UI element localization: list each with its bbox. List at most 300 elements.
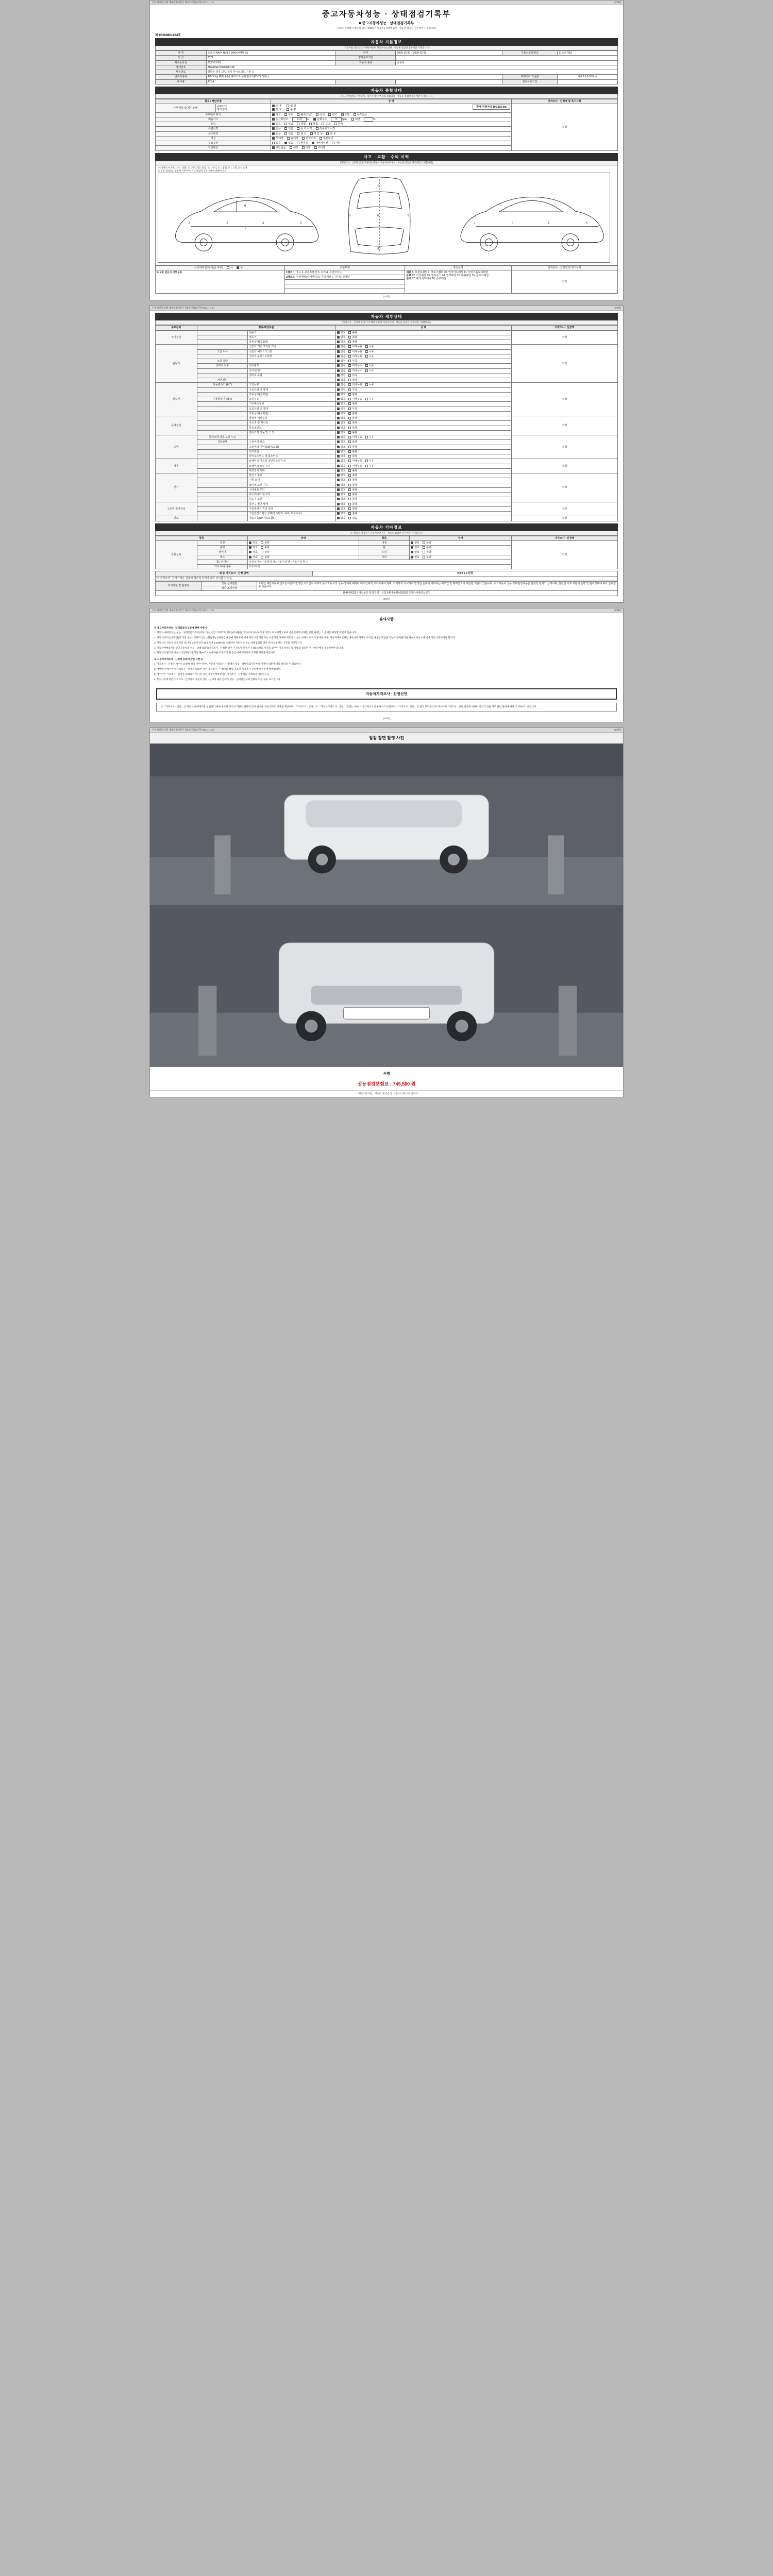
sheet-3 xyxy=(149,608,624,722)
checkbox-유[interactable] xyxy=(227,266,229,269)
table-row: 배출가스 일산화탄소 0.07 % 탄화수소 5 ppm 매연 % xyxy=(156,117,618,122)
detail-opts-1-3: 적정 부족 xyxy=(335,359,511,364)
basic-info-table xyxy=(155,50,618,84)
statement-body: 조회한 해당자동차 인도일이전에 발생한 사고인지 여부와 중고자동차의 성능·상태에 대하여 매수인에게 고지하여야 하며, 고지하지 아니하여 발생한 손해에 대하여는 매도인 및 매매업자가 배상할 책임이 있습니다. 중고자동차 성능·상태점검내용은 점검일 현재의 상태이며, 점검일 이후 차량의 운행 및 관리상태에 따라 달라질 수 있습니다. xyxy=(257,581,618,591)
basic-label-0: 차 명 xyxy=(156,51,207,56)
other-opts2-3: 양호 불량 xyxy=(410,555,511,560)
checkbox-양호[interactable] xyxy=(337,493,340,496)
table-row xyxy=(156,591,618,596)
checkbox-양호[interactable] xyxy=(337,341,340,343)
checkbox-불량[interactable] xyxy=(348,421,351,424)
checkbox-불량[interactable] xyxy=(348,479,351,481)
topbar-left-text-4: 자동차종합상태 대용증명 (별지 제3호서식) (개정 2021.1.15.) xyxy=(152,728,215,731)
table-row xyxy=(156,416,618,421)
detail-name-2-2: 작동상태(공회전) xyxy=(248,392,335,397)
detail-note-7: 적정 xyxy=(511,502,617,516)
checkbox-양호[interactable] xyxy=(337,421,340,424)
detail-name-3-0: 클러치 어셈블리 xyxy=(248,416,335,421)
checkbox-없음[interactable] xyxy=(272,142,275,144)
checkbox-양호[interactable] xyxy=(411,541,413,544)
checkbox-있음[interactable] xyxy=(284,142,287,144)
overall-name-8: 리콜대상 xyxy=(156,146,271,150)
detail-part-4-0: 동력조향 작동 오일 누유 xyxy=(197,435,248,440)
checkbox-불법[interactable] xyxy=(309,123,312,125)
svg-text:5: 5 xyxy=(585,222,587,225)
checkbox-없음[interactable] xyxy=(337,369,340,372)
other-opts-1: 양호 불량 xyxy=(248,546,359,550)
checkbox-없음[interactable] xyxy=(337,465,340,467)
other-band: 자동차 기타정보 xyxy=(155,523,618,531)
table-row xyxy=(156,60,618,65)
page-title-note: (자동차관리법 시행규칙 별지 제82호서식) (자동차매매업자 - 성능상 점검자 경우에만 기재합니다) xyxy=(337,27,436,29)
checkbox-부족[interactable] xyxy=(348,374,351,377)
detail-part-1-1: 오일 누유 xyxy=(197,349,248,354)
sheet-4 xyxy=(149,727,624,1097)
checkbox-유채색[interactable] xyxy=(287,137,290,140)
checkbox-불량[interactable] xyxy=(348,503,351,505)
checkbox-미세누유[interactable] xyxy=(348,436,351,438)
frame-cell xyxy=(405,270,511,294)
checkbox-특수사고이력[interactable] xyxy=(316,127,318,130)
other-group: 사용상태 xyxy=(156,540,197,569)
other-head-0b: 항목 xyxy=(359,536,410,540)
checkbox-해당[interactable] xyxy=(290,146,292,149)
overall-name-5: 용도변경 xyxy=(156,131,271,136)
checkbox-양호[interactable] xyxy=(337,379,340,381)
table-row: 사고여부 (외판/판금 부위) 유 무 외판부위 주요골격 가격조사 · 산정액 및 특기사항 xyxy=(156,265,618,270)
basic-value-5: A/T(자동) M/T(수동) 세미오토 무단변속기(CVT) 기타( ) xyxy=(206,75,502,79)
checkbox-부족[interactable] xyxy=(348,388,351,391)
rank-row-0 xyxy=(285,270,405,275)
checkbox-미세누유[interactable] xyxy=(348,465,351,467)
checkbox-불량[interactable] xyxy=(348,446,351,448)
checkbox-있음[interactable] xyxy=(284,123,287,125)
checkbox-미세누유[interactable] xyxy=(348,460,351,462)
checkbox-불량[interactable] xyxy=(348,469,351,472)
detail-part-6-2 xyxy=(197,483,248,487)
checkbox-양호[interactable] xyxy=(337,336,340,338)
checkbox-타각없음[interactable] xyxy=(354,113,356,116)
detail-opts-1-7: 양호 불량 xyxy=(335,378,511,383)
checkbox-양호[interactable] xyxy=(249,551,251,553)
checkbox-양호[interactable] xyxy=(337,488,340,491)
detail-name-2-6: 작동상태(공회전) xyxy=(248,411,335,416)
checkbox-훼손[interactable] xyxy=(297,113,299,116)
detail-opts-1-2: 없음 미세누유 누유 xyxy=(335,354,511,359)
checkbox-양호[interactable] xyxy=(337,498,340,500)
checkbox-무[interactable] xyxy=(237,266,239,269)
detail-opts-3-2: 양호 불량 xyxy=(335,426,511,430)
checkbox-불량[interactable] xyxy=(348,450,351,453)
detail-opts-6-3: 양호 불량 xyxy=(335,487,511,492)
checkbox-도말[interactable] xyxy=(341,113,344,116)
rank-1-label: 2랭크 xyxy=(286,276,293,279)
checkbox-불량[interactable] xyxy=(348,393,351,396)
other-name-0: 외장 xyxy=(197,540,248,545)
checkbox-양호[interactable] xyxy=(337,484,340,486)
checkbox-양호[interactable] xyxy=(337,417,340,419)
notice-block xyxy=(150,613,623,685)
checkbox-불량[interactable] xyxy=(423,556,425,558)
detail-part-2-6 xyxy=(197,411,248,416)
checkbox-없음[interactable] xyxy=(337,364,340,367)
checkbox-누유[interactable] xyxy=(365,465,368,467)
detail-part-1-4: 냉각수 누수 xyxy=(197,364,248,368)
checkbox-양호[interactable] xyxy=(337,455,340,457)
other-head-0: 항목 xyxy=(156,536,248,540)
checkbox-미세누유[interactable] xyxy=(348,355,351,358)
checkbox-불량[interactable] xyxy=(261,556,263,558)
checkbox-이행[interactable] xyxy=(302,146,305,149)
checkbox-양호[interactable] xyxy=(337,440,340,443)
detail-name-6-4: 라디에이터 팬 모터 xyxy=(248,493,335,497)
table-row xyxy=(156,383,618,387)
checkbox-불량[interactable] xyxy=(348,379,351,381)
svg-text:3: 3 xyxy=(512,222,514,225)
detail-part-4-2 xyxy=(197,445,248,449)
checkbox-미세누유[interactable] xyxy=(348,383,351,386)
checkbox-불량[interactable] xyxy=(348,336,351,338)
checkbox-없음[interactable] xyxy=(272,123,275,125)
checkbox-없음[interactable] xyxy=(337,383,340,386)
checkbox-있음[interactable] xyxy=(348,517,351,519)
checkbox-없음[interactable] xyxy=(272,127,275,130)
checkbox-수리이력[interactable] xyxy=(297,127,299,130)
checkbox-불량[interactable] xyxy=(348,440,351,443)
table-row xyxy=(156,330,618,335)
checkbox-누유[interactable] xyxy=(365,345,368,348)
checkbox-해당없음[interactable] xyxy=(272,146,275,149)
checkbox-양호[interactable] xyxy=(337,331,340,334)
detail-name-0-2: 작동상태(공회전) xyxy=(248,340,335,345)
other-head-1: 상태 xyxy=(248,536,359,540)
final-price-table xyxy=(155,571,618,581)
checkbox-불량[interactable] xyxy=(348,427,351,429)
checkbox-불량[interactable] xyxy=(348,507,351,510)
detail-name-3-3: 변속기쪽 작동 및 오 일 xyxy=(248,430,335,435)
statement-row-1-label: 검사·조사산정 xyxy=(201,586,257,591)
other-opts2-0: 양호 불량 xyxy=(410,540,511,545)
detail-name-4-2: 스티어링 기어(MDPS포함) xyxy=(248,445,335,449)
detail-head-1: 항목/해당부품 xyxy=(197,326,335,330)
detail-opts-1-0: 없음 미세누유 누유 xyxy=(335,345,511,349)
topbar-right-text-2: (2/4쪽) xyxy=(614,307,621,310)
detail-part-6-3 xyxy=(197,487,248,492)
checkbox-불량[interactable] xyxy=(348,474,351,477)
sheet-4-topbar xyxy=(150,728,623,733)
accident-note-label: 가격조사 · 산정액 및 특기사항 xyxy=(511,265,617,270)
detail-opts-1-6: 적정 부족 xyxy=(335,373,511,378)
svg-text:6: 6 xyxy=(377,214,379,217)
checkbox-없음[interactable] xyxy=(337,398,340,400)
checkbox-미세누유[interactable] xyxy=(348,350,351,353)
checkbox-없음[interactable] xyxy=(337,436,340,438)
detail-group-5: 제동 xyxy=(156,459,197,473)
checkbox-양호[interactable] xyxy=(337,446,340,448)
detail-opts-6-4: 양호 불량 xyxy=(335,493,511,497)
checkbox-양호[interactable] xyxy=(337,474,340,477)
detail-part-4-4 xyxy=(197,454,248,459)
checkbox-미세누수[interactable] xyxy=(348,369,351,372)
frame-3-parts: 12. 리어패널 13. 휠하우스 14. 필러패널 15. 대쉬패널 16. 플로어패널 xyxy=(412,274,489,277)
checkbox-양호[interactable] xyxy=(411,556,413,558)
checkbox-적법[interactable] xyxy=(297,123,299,125)
checkbox-구조[interactable] xyxy=(322,123,324,125)
checkbox-누유[interactable] xyxy=(365,355,368,358)
svg-text:3: 3 xyxy=(262,222,264,225)
checkbox-부족[interactable] xyxy=(348,408,351,410)
checkbox-상이[interactable] xyxy=(316,113,318,116)
basic-label-4: 사용연료 xyxy=(156,70,207,75)
notice-sub-1: ※ 중고자동차성능 · 상태점검의 보증에 관한 사항 등 xyxy=(154,626,208,629)
checkbox-불량[interactable] xyxy=(348,331,351,334)
sheet-1-topbar xyxy=(150,1,623,5)
checkbox-부족[interactable] xyxy=(348,360,351,362)
checkbox-영업용[interactable] xyxy=(310,132,313,135)
checkbox-양호[interactable] xyxy=(249,541,251,544)
checkbox-양호[interactable] xyxy=(411,551,413,553)
svg-text:2: 2 xyxy=(473,222,476,225)
checkbox-미세누유[interactable] xyxy=(348,345,351,348)
basic-label-1: 연 식 xyxy=(156,56,207,60)
detail-part-5-2 xyxy=(197,468,248,473)
detail-name-6-0: 발전기 출력 xyxy=(248,473,335,478)
detail-name-1-2: 실린더 블록 / 오일팬 xyxy=(248,354,335,359)
checkbox-누수[interactable] xyxy=(365,364,368,367)
checkbox-미세누유[interactable] xyxy=(348,398,351,400)
checkbox-내비게이션[interactable] xyxy=(312,142,314,144)
checkbox-누수[interactable] xyxy=(365,369,368,372)
checkbox-변경[interactable] xyxy=(287,105,289,107)
signature-block xyxy=(150,1066,623,1077)
table-row xyxy=(156,435,618,440)
detail-band: 자동차 세부상태 xyxy=(155,313,618,320)
detail-opts-6-5: 양호 불량 xyxy=(335,497,511,502)
checkbox-양호[interactable] xyxy=(337,507,340,510)
checkbox-탄화수소[interactable] xyxy=(313,118,316,121)
checkbox-양호[interactable] xyxy=(337,479,340,481)
svg-text:2: 2 xyxy=(188,222,190,225)
checkbox-불량[interactable] xyxy=(423,551,425,553)
checkbox-양호[interactable] xyxy=(411,546,413,549)
basic-value-0: 토요타 RAV4 HV4.0 2WD (4세대급) xyxy=(206,51,335,56)
checkbox-일산화탄소[interactable] xyxy=(272,118,275,121)
checkbox-실제[interactable] xyxy=(272,105,275,107)
checkbox-양호[interactable] xyxy=(337,469,340,472)
checkbox-없음[interactable] xyxy=(337,350,340,353)
co-value: 0.07 xyxy=(292,117,307,122)
checkbox-무채색[interactable] xyxy=(272,137,275,140)
table-row: 주요옵션 없음 있음 썬루프 내비게이션 기타 xyxy=(156,141,618,146)
topbar-right-text: (1/4쪽) xyxy=(614,1,621,4)
checkbox-미세누수[interactable] xyxy=(348,364,351,367)
detail-name-3-1: 추진축 및 베어링 xyxy=(248,421,335,426)
checkbox-불량[interactable] xyxy=(348,341,351,343)
table-row xyxy=(156,345,618,349)
detail-note-5: 적정 xyxy=(511,459,617,473)
frame-2-parts: 8. 프론트패널 9. 크로스멤버 10. 인사이드패널 11. 트렁크플로어패널 xyxy=(412,270,488,274)
checkbox-양호[interactable] xyxy=(337,503,340,505)
checkbox-없음[interactable] xyxy=(337,345,340,348)
checkbox-적정[interactable] xyxy=(337,374,340,377)
checkbox-없음[interactable] xyxy=(337,355,340,358)
checkbox-양호[interactable] xyxy=(249,556,251,558)
checkbox-불량[interactable] xyxy=(348,402,351,405)
price-declaration-title: 자동차가격조사 · 산정선언 xyxy=(156,688,617,700)
accident-label: 사고여부 (외판/판금 부위) xyxy=(194,266,223,269)
detail-opts-1-5: 없음 미세누수 누수 xyxy=(335,368,511,373)
detail-opts-2-4: 양호 불량 xyxy=(335,402,511,406)
checkbox-불량[interactable] xyxy=(348,417,351,419)
detail-opts-2-6: 양호 불량 xyxy=(335,411,511,416)
notice-item-2-2: 3. 매수인이 가격조사 · 산정을 의뢰하지 아니한 경우 자동차매매업자는 가격조사 · 산정액을 기재하지 아니합니다. xyxy=(154,673,270,676)
detail-name-6-5: 윈도우 모터 xyxy=(248,497,335,502)
checkbox-양호[interactable] xyxy=(272,113,275,116)
page-subtitle: ■ 중고자동차성능 · 상태점검기록부 xyxy=(359,22,414,25)
checkbox-누유[interactable] xyxy=(365,398,368,400)
detail-part-1-6 xyxy=(197,373,248,378)
checkbox-변조[interactable] xyxy=(328,113,331,116)
checkbox-불량[interactable] xyxy=(261,546,263,549)
checkbox-부분도색[interactable] xyxy=(320,137,322,140)
checkbox-불량[interactable] xyxy=(348,412,351,415)
basic-label-2: 최초등록일 xyxy=(156,60,207,65)
checkbox-없음[interactable] xyxy=(272,132,275,135)
basic-label3-6: 검사유효기간 xyxy=(502,79,558,84)
detail-part-0-2 xyxy=(197,340,248,345)
checkbox-기타[interactable] xyxy=(332,142,334,144)
overall-name-1: 차대번호 표기 xyxy=(156,112,271,117)
other-name2-3: 기타 xyxy=(359,555,410,560)
table-row: 튜닝 없음 있음 적법 불법 구조 장치 xyxy=(156,122,618,127)
detail-name-1-0: 실린더 커버 로커암 커버 xyxy=(248,345,335,349)
detail-opts-8-0: 없음 있음 xyxy=(335,516,511,521)
checkbox-양호[interactable] xyxy=(337,402,340,405)
smoke-value xyxy=(364,117,373,122)
checkbox-양호[interactable] xyxy=(337,512,340,515)
checkbox-불량[interactable] xyxy=(348,431,351,434)
detail-table xyxy=(155,325,618,521)
checkbox-양호[interactable] xyxy=(337,450,340,453)
checkbox-장치[interactable] xyxy=(334,123,337,125)
overall-head-2: 가격조사 · 산정액 및 특기사항 xyxy=(511,99,617,104)
detail-name-0-0: 원동기 xyxy=(248,330,335,335)
detail-head-0: 주요장치 xyxy=(156,326,197,330)
checkbox-불량[interactable] xyxy=(287,108,289,111)
document-page xyxy=(0,0,773,1097)
checkbox-양호[interactable] xyxy=(272,108,275,111)
detail-part-0-0 xyxy=(197,330,248,335)
other-opts-3: 양호 불량 xyxy=(248,555,359,560)
checkbox-양호[interactable] xyxy=(337,393,340,396)
basic-value3-6 xyxy=(558,79,618,84)
overall-head-1: 상 태 xyxy=(271,99,511,104)
checkbox-불량[interactable] xyxy=(348,484,351,486)
topbar-right-text-4: (4/4쪽) xyxy=(614,728,621,731)
detail-opts-4-1: 양호 불량 xyxy=(335,440,511,445)
basic-label-3: 차대번호 xyxy=(156,65,207,70)
notice-item-1-0: 1. 자동차 매매업자는 성능 · 상태점검기록부(이하 "성능 점검 기록부"라 한다)에 내용을 고지하지 아니하거나 거짓으로 고지함으로써 매수인에게 손해를 입힌 때에는 그 손해를 배상할 책임이 있습니다. xyxy=(154,631,357,634)
detail-table-body xyxy=(156,330,618,521)
tire-value: 운전석 앞 □ / 운전석 뒤 □ / 조수석 앞 □ / 조수석 뒤 □ xyxy=(248,560,511,564)
detail-opts-7-1: 양호 불량 xyxy=(335,506,511,511)
checkbox-썬루프[interactable] xyxy=(297,142,299,144)
overall-name-3: 튜닝 xyxy=(156,122,271,127)
checkbox-양호[interactable] xyxy=(337,431,340,434)
checkbox-누유[interactable] xyxy=(365,383,368,386)
checkbox-양호[interactable] xyxy=(337,427,340,429)
detail-part-3-0 xyxy=(197,416,248,421)
checkbox-양호[interactable] xyxy=(337,412,340,415)
checkbox-불량[interactable] xyxy=(348,493,351,496)
other-name-1: 광택 xyxy=(197,546,248,550)
detail-opts-7-0: 양호 불량 xyxy=(335,502,511,506)
basic-label2-5: 주행거리 기준값 xyxy=(502,75,558,79)
basic-label-6: 배기량 xyxy=(156,79,207,84)
basic-info-band: 자동차 기본정보 xyxy=(155,38,618,46)
overall-item-0-1: 계기상태 xyxy=(216,108,227,111)
checkbox-적정[interactable] xyxy=(337,388,340,391)
checkbox-불량[interactable] xyxy=(348,455,351,457)
checkbox-전체도색[interactable] xyxy=(302,137,305,140)
detail-part-2-5 xyxy=(197,406,248,411)
table-row: 주행거리 및 계기상태 주행거리 계기상태 실 제 변 경 현재 주행거리 106,152 km 양 호 불 량 적정 xyxy=(156,104,618,113)
checkbox-없음[interactable] xyxy=(337,517,340,519)
notice-item-1-1: 2. 자동차양도인(매도인)가 가진 성능 · 상태가 있는 내용(성능상태점검 내용에 해당하여 이에 따라 보증기간 또는 보증거리 이내에 자동차의 성능·상태의 하자가 발생한 경우, 자동차매매업자는 매수인이 하자를 수리를 배상할 책임을 지는(자동차관리법 제58조의4) 이내에 수리를 보증하여야 합니다. xyxy=(154,636,456,639)
detail-opts-6-0: 양호 불량 xyxy=(335,473,511,478)
rank-0-label: 1랭크 xyxy=(286,270,293,274)
checkbox-있음[interactable] xyxy=(284,127,287,130)
detail-part-8-0 xyxy=(197,516,248,521)
checkbox-불량[interactable] xyxy=(348,512,351,515)
hc-value: 5 xyxy=(331,117,342,122)
checkbox-불량[interactable] xyxy=(261,551,263,553)
rank-row-1 xyxy=(285,275,405,280)
topbar-right-text-3: (3/4쪽) xyxy=(614,608,621,612)
checkbox-불량[interactable] xyxy=(348,488,351,491)
checkbox-불량[interactable] xyxy=(423,541,425,544)
checkbox-적정[interactable] xyxy=(337,360,340,362)
checkbox-적정[interactable] xyxy=(337,408,340,410)
checkbox-양호[interactable] xyxy=(249,546,251,549)
checkbox-불량[interactable] xyxy=(348,498,351,500)
checkbox-없음[interactable] xyxy=(337,460,340,462)
detail-note-0: 적정 xyxy=(511,330,617,345)
checkbox-매연[interactable] xyxy=(351,118,354,121)
checkbox-렌트[interactable] xyxy=(297,132,299,135)
detail-part-1-2 xyxy=(197,354,248,359)
checkbox-불량[interactable] xyxy=(423,546,425,549)
checkbox-미이행[interactable] xyxy=(314,146,317,149)
checkbox-누유[interactable] xyxy=(365,460,368,462)
checkbox-불량[interactable] xyxy=(261,541,263,544)
detail-group-2: 변속기 xyxy=(156,383,197,416)
other-head-2: 가격조사 · 산정액 xyxy=(511,536,617,540)
checkbox-있음[interactable] xyxy=(284,132,287,135)
table-row: 특별이력 없음 있음 수 리 이력 특수사고 이력 xyxy=(156,127,618,131)
svg-text:6: 6 xyxy=(244,204,246,208)
sheet-3-footer: (3/4쪽) xyxy=(383,717,390,720)
checkbox-누유[interactable] xyxy=(365,436,368,438)
checkbox-부식[interactable] xyxy=(284,113,287,116)
topbar-left-text-2: 자동차종합상태 대용증명 (별지 제3호서식) (개정 2021.1.15.) xyxy=(152,307,215,310)
detail-name-1-5: 라디에이터 xyxy=(248,368,335,373)
overall-item-0-0: 주행거리 xyxy=(216,105,227,108)
overall-name-4: 특별이력 xyxy=(156,127,271,131)
checkbox-관용[interactable] xyxy=(326,132,329,135)
checkbox-누유[interactable] xyxy=(365,350,368,353)
detail-part-0-1 xyxy=(197,335,248,340)
